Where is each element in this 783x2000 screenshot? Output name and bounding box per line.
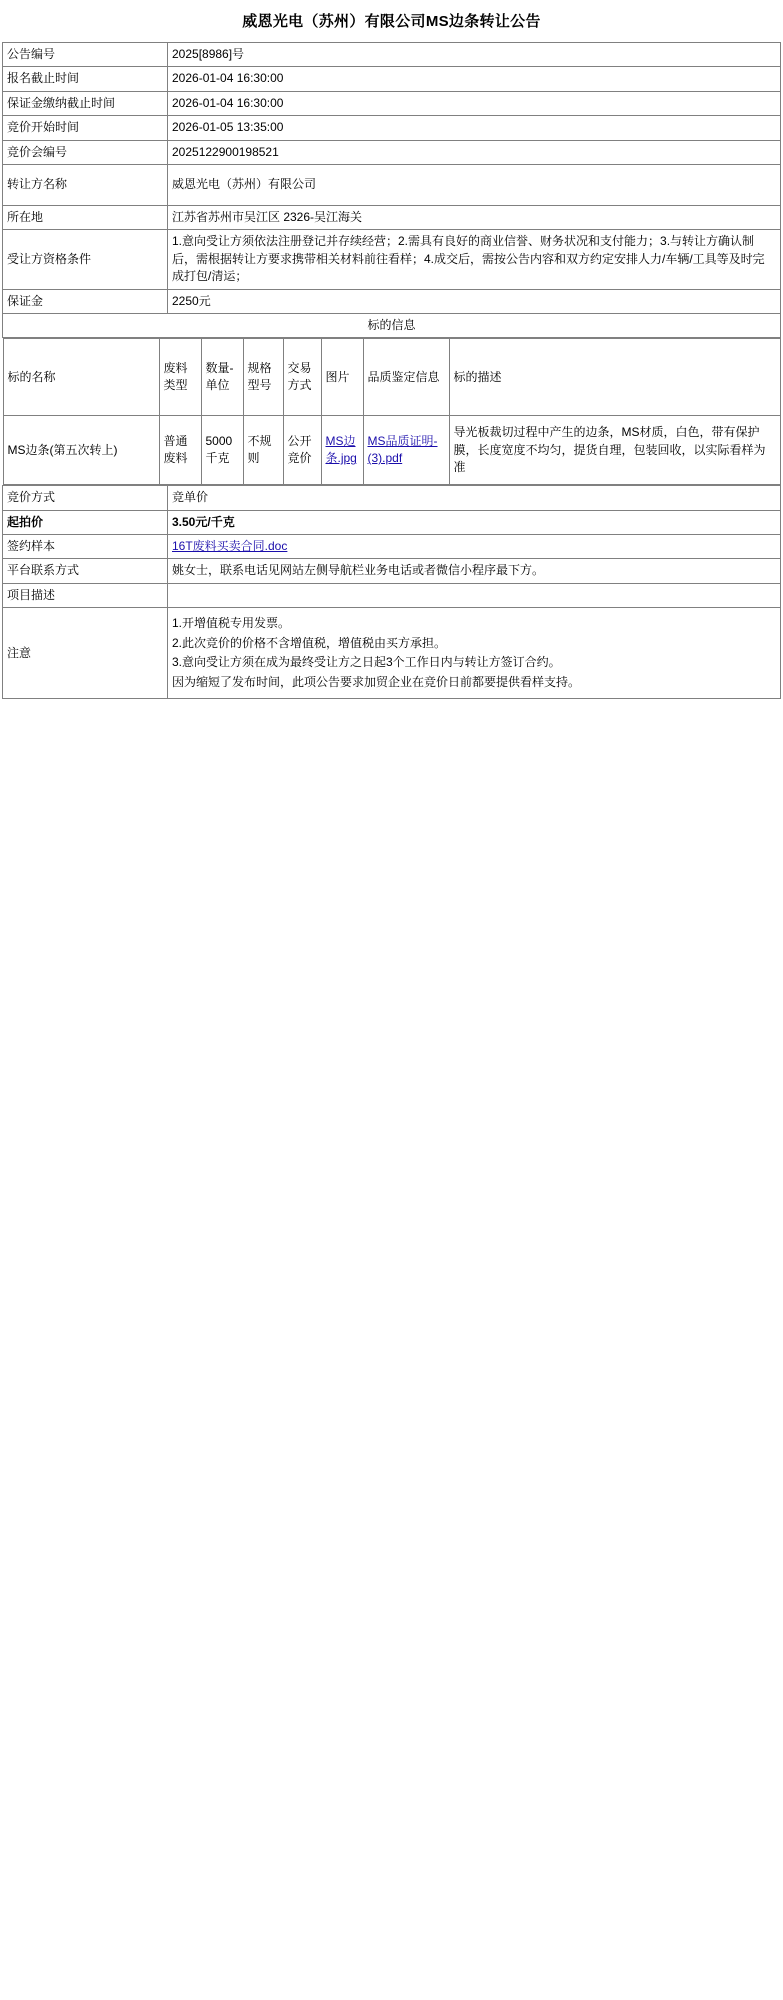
goods-cell-waste-type: 普通废料 xyxy=(159,416,201,485)
page-title: 威恩光电（苏州）有限公司MS边条转让公告 xyxy=(242,13,541,30)
table-row xyxy=(3,205,781,229)
contract-sample-label: 签约样本 xyxy=(3,535,168,559)
table-row xyxy=(3,535,781,559)
start-price-value: 3.50元/千克 xyxy=(168,510,781,534)
notes-line-1: 2.此次竞价的价格不含增值税，增值税由买方承担。 xyxy=(172,635,447,650)
field-value-6: 江苏省苏州市吴江区 2326-吴江海关 xyxy=(168,205,781,229)
goods-section-header-row xyxy=(3,313,781,337)
field-value-2: 2026-01-04 16:30:00 xyxy=(168,91,781,115)
table-row xyxy=(3,559,781,583)
goods-col-image: 图片 xyxy=(321,339,363,416)
notes-line-3: 因为缩短了发布时间，此项公告要求加贸企业在竞价日前都要提供看样支持。 xyxy=(172,674,581,689)
field-value-8: 2250元 xyxy=(168,289,781,313)
field-label-3: 竞价开始时间 xyxy=(3,116,168,140)
table-row xyxy=(3,67,781,91)
goods-table-container xyxy=(3,338,781,486)
field-label-6: 所在地 xyxy=(3,205,168,229)
goods-col-name: 标的名称 xyxy=(3,339,159,416)
table-row xyxy=(3,486,781,510)
table-row xyxy=(3,116,781,140)
table-row xyxy=(3,510,781,534)
notes-label: 注意 xyxy=(3,608,168,699)
table-row xyxy=(3,164,781,205)
announcement-table xyxy=(2,42,781,699)
field-label-0: 公告编号 xyxy=(3,43,168,67)
field-value-3: 2026-01-05 13:35:00 xyxy=(168,116,781,140)
bid-mode-label: 竞价方式 xyxy=(3,486,168,510)
contract-sample-value[interactable] xyxy=(168,535,781,559)
table-row xyxy=(3,43,781,67)
table-row xyxy=(3,416,780,485)
field-label-1: 报名截止时间 xyxy=(3,67,168,91)
goods-col-quality: 品质鉴定信息 xyxy=(363,339,449,416)
project-desc-label: 项目描述 xyxy=(3,583,168,607)
field-value-1: 2026-01-04 16:30:00 xyxy=(168,67,781,91)
goods-header-row xyxy=(3,339,780,416)
field-value-0: 2025[8986]号 xyxy=(168,43,781,67)
table-row xyxy=(3,230,781,289)
goods-table-row xyxy=(3,338,781,486)
contract-sample-link[interactable]: 16T废料买卖合同.doc xyxy=(172,539,288,554)
start-price-label: 起拍价 xyxy=(3,510,168,534)
project-desc-value xyxy=(168,583,781,607)
goods-col-spec: 规格型号 xyxy=(243,339,283,416)
field-value-7: 1.意向受让方须依法注册登记并存续经营；2.需具有良好的商业信誉、财务状况和支付能力；3.与转让方确认制后，需根据转让方要求携带相关材料前往看样；4.成交后，需按公告内容和双方约定安排人力/车辆/工具等及时完成打包/清运； xyxy=(168,230,781,289)
table-row xyxy=(3,289,781,313)
goods-col-quantity: 数量-单位 xyxy=(201,339,243,416)
goods-table xyxy=(3,338,781,485)
goods-cell-image[interactable] xyxy=(321,416,363,485)
announcement-page xyxy=(0,0,783,699)
notes-value xyxy=(168,608,781,699)
field-label-7: 受让方资格条件 xyxy=(3,230,168,289)
table-row xyxy=(3,140,781,164)
goods-cell-quantity: 5000千克 xyxy=(201,416,243,485)
platform-contact-value: 姚女士，联系电话见网站左侧导航栏业务电话或者微信小程序最下方。 xyxy=(168,559,781,583)
table-row xyxy=(3,583,781,607)
bid-mode-value: 竞单价 xyxy=(168,486,781,510)
goods-col-waste-type: 废料类型 xyxy=(159,339,201,416)
goods-section-title: 标的信息 xyxy=(3,313,781,337)
field-label-8: 保证金 xyxy=(3,289,168,313)
goods-image-link[interactable]: MS边条.jpg xyxy=(325,433,357,466)
goods-cell-spec: 不规则 xyxy=(243,416,283,485)
field-label-4: 竞价会编号 xyxy=(3,140,168,164)
field-label-2: 保证金缴纳截止时间 xyxy=(3,91,168,115)
platform-contact-label: 平台联系方式 xyxy=(3,559,168,583)
field-label-5: 转让方名称 xyxy=(3,164,168,205)
goods-cell-name: MS边条(第五次转上) xyxy=(3,416,159,485)
table-row xyxy=(3,608,781,699)
goods-cell-description: 导光板裁切过程中产生的边条，MS材质，白色，带有保护膜，长度宽度不均匀，提货自理，包装回收，以实际看样为准 xyxy=(449,416,780,485)
goods-col-trade-mode: 交易方式 xyxy=(283,339,321,416)
goods-col-description: 标的描述 xyxy=(449,339,780,416)
field-value-4: 2025122900198521 xyxy=(168,140,781,164)
table-row xyxy=(3,91,781,115)
goods-quality-link[interactable]: MS品质证明-(3).pdf xyxy=(367,433,438,466)
field-value-5: 威恩光电（苏州）有限公司 xyxy=(168,164,781,205)
goods-cell-quality[interactable] xyxy=(363,416,449,485)
goods-cell-trade-mode: 公开竞价 xyxy=(283,416,321,485)
notes-line-0: 1.开增值税专用发票。 xyxy=(172,616,291,631)
notes-line-2: 3.意向受让方须在成为最终受让方之日起3个工作日内与转让方签订合约。 xyxy=(172,655,561,670)
